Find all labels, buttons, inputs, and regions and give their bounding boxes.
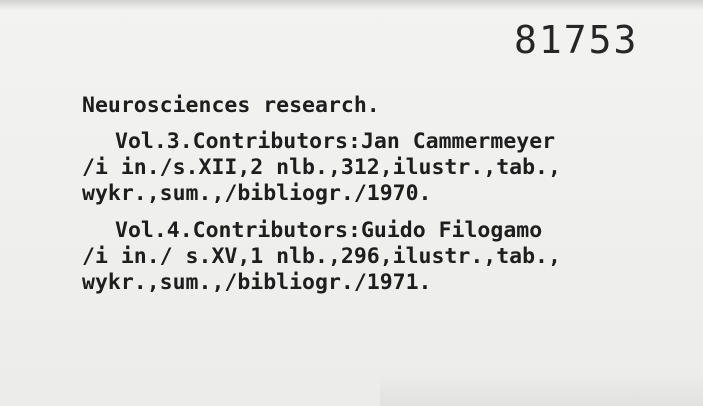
- card-line-vol4-notes: wykr.,sum.,/bibliogr./1971.: [82, 270, 432, 295]
- card-line-vol3-description: /i in./s.XII,2 nlb.,312,ilustr.,tab.,: [82, 155, 561, 180]
- card-line-vol3-notes: wykr.,sum.,/bibliogr./1970.: [82, 181, 432, 206]
- card-line-vol3-contributors: Vol.3.Contributors:Jan Cammermeyer: [115, 129, 556, 154]
- card-line-vol4-contributors: Vol.4.Contributors:Guido Filogamo: [115, 218, 543, 243]
- card-title: Neurosciences research.: [82, 93, 380, 118]
- card-top-edge: [0, 0, 703, 10]
- card-line-vol4-description: /i in./ s.XV,1 nlb.,296,ilustr.,tab.,: [82, 244, 561, 269]
- bleed-through-shadow: [380, 372, 703, 406]
- call-number: 81753: [514, 18, 639, 62]
